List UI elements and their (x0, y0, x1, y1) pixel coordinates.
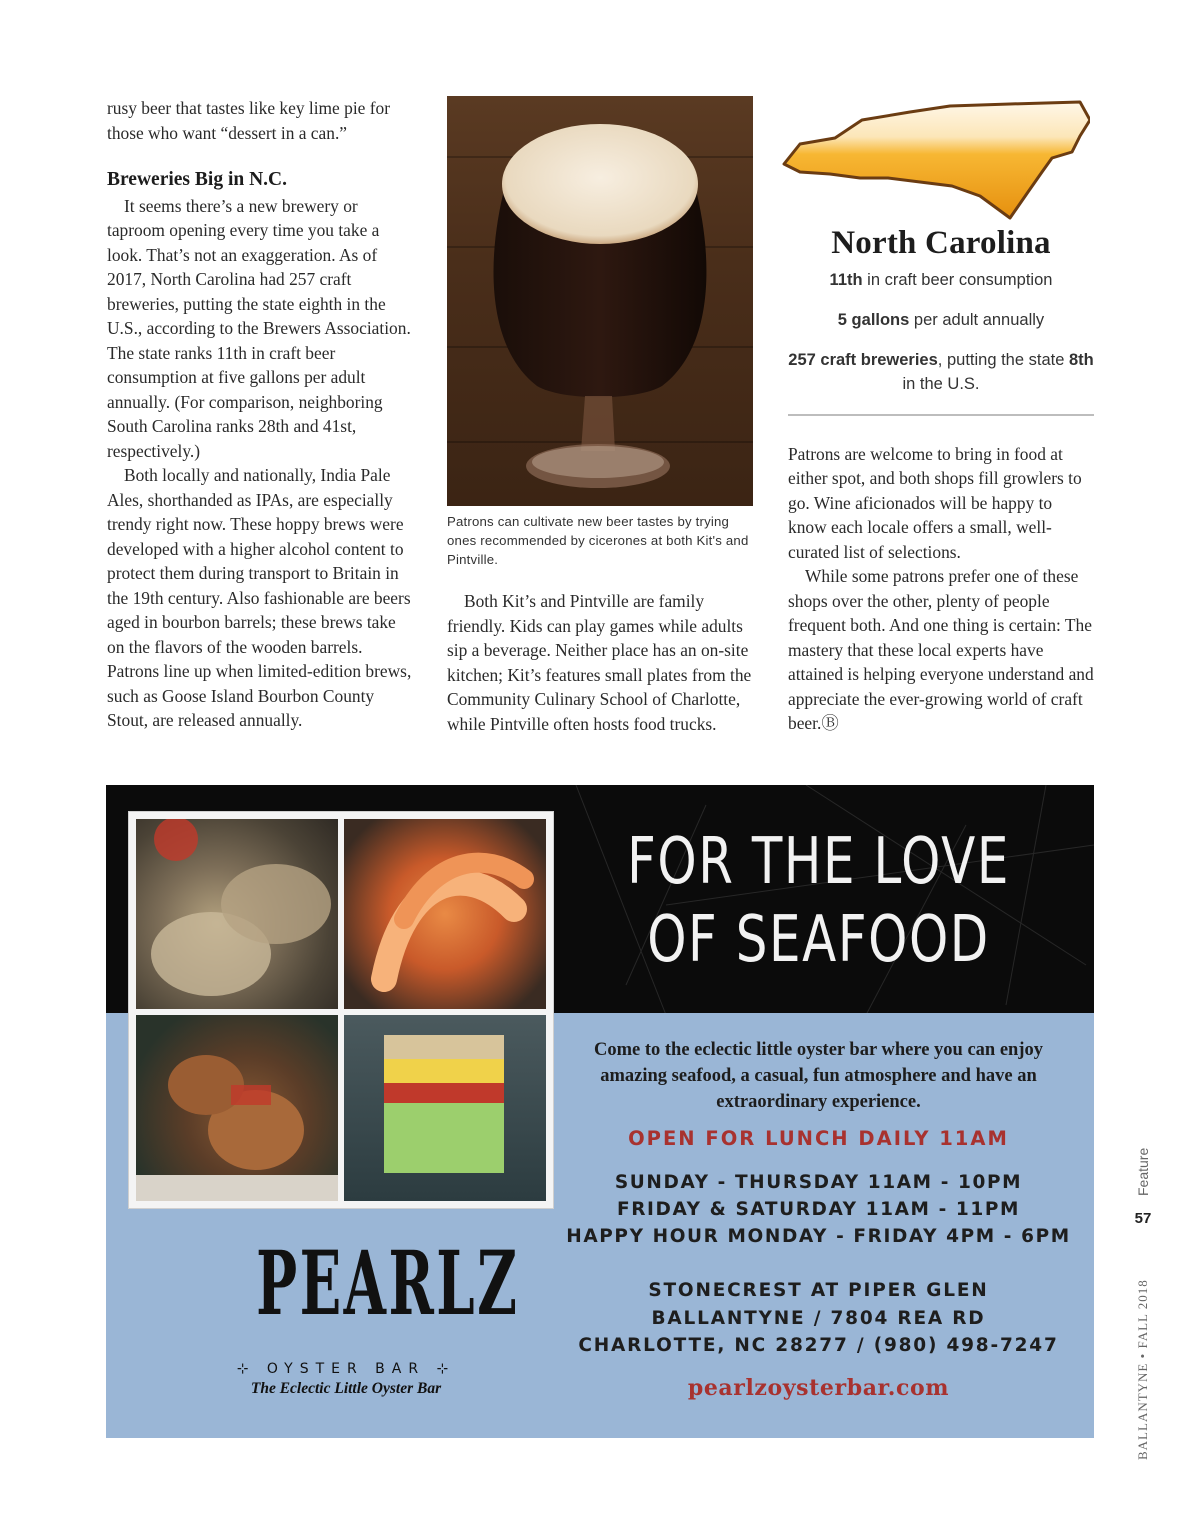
page-number: 57 (1134, 1210, 1152, 1227)
article-column-3 (788, 96, 1094, 736)
issue-date: FALL 2018 (1135, 1279, 1150, 1349)
north-carolina-beer-map-icon (780, 96, 1090, 231)
separator: • (1135, 1352, 1150, 1359)
stat-value: 257 craft breweries (788, 350, 938, 369)
hours-line: HAPPY HOUR MONDAY - FRIDAY 4PM - 6PM (566, 1226, 1071, 1247)
address-line: STONECREST AT PIPER GLEN (648, 1280, 989, 1301)
paragraph-text: While some patrons prefer one of these shops over the other, plenty of people frequent both. And one thing is certain: The mastery that these local experts have attained is helping everyone understand and appreciate the ever-growing world of craft beer. (788, 566, 1094, 733)
section-label-wrap (1135, 1130, 1155, 1210)
food-photo-grid (128, 811, 554, 1209)
stat-value: 11th (829, 270, 863, 289)
photo-caption: Patrons can cultivate new beer tastes by trying ones recommended by cicerones at both Kit's and Pintville. (447, 514, 749, 567)
logo-subtitle: ⊹ OYSTER BAR ⊹ (236, 1361, 456, 1377)
crab-cakes-photo (136, 1015, 338, 1201)
paragraph: It seems there’s a new brewery or taproom opening every time you take a look. That’s not an exaggeration. As of 2017, North Carolina had 257 craft breweries, putting the state eighth in the U.S., according to the Brewers Association. The state ranks 11th in craft beer consumption at five gallons per adult annually. (For comparison, neighboring South Carolina ranks 28th and 41st, respectively.) (107, 195, 411, 461)
logo-wordmark: PEARLZ (256, 1231, 520, 1335)
stat-value: 8th (1068, 350, 1094, 369)
nc-stats-box (788, 225, 1094, 396)
magazine-name: BALLANTYNE (1135, 1362, 1150, 1460)
logo-tagline: The Eclectic Little Oyster Bar (250, 1380, 442, 1397)
shrimp-photo (344, 819, 546, 1009)
stat-label: in craft beer consumption (862, 270, 1053, 289)
stacked-salad-photo (344, 1015, 546, 1201)
divider (788, 414, 1094, 416)
address-line: CHARLOTTE, NC 28277 / (980) 498-7247 (578, 1335, 1059, 1356)
article-column-1 (107, 96, 412, 733)
stat-consumption-rank (788, 268, 1094, 292)
stats-title: North Carolina (831, 225, 1051, 261)
article-column-2 (447, 96, 753, 736)
beer-glass-photo (447, 96, 753, 506)
paragraph: rusy beer that tastes like key lime pie for those who want “dessert in a can.” (107, 98, 390, 143)
stat-gallons (788, 308, 1094, 332)
address-block (566, 1277, 1071, 1360)
business-hours (566, 1169, 1071, 1250)
lunch-hours: OPEN FOR LUNCH DAILY 11AM (628, 1127, 1009, 1150)
oysters-photo (136, 819, 338, 1009)
tulip-glass-illustration (447, 96, 753, 506)
address-line: BALLANTYNE / 7804 REA RD (651, 1307, 986, 1329)
section-label: Feature (1135, 1147, 1151, 1196)
paragraph: Both locally and nationally, India Pale Ales, shorthanded as IPAs, are especially trendy right now. These hoppy brews were developed with a higher alcohol content to protect them during transport to Britain in the 19th century. Also fashionable are beers aged in bourbon barrels; these brews take on the flavors of the wooden barrels. Patrons line up when limited-edition brews, such as Goose Island Bourbon County Stout, are released annually. (107, 465, 412, 730)
stat-label: , putting the state (937, 350, 1069, 369)
stat-value: 5 gallons (837, 310, 910, 329)
stat-label: per adult annually (909, 310, 1045, 329)
paragraph: Patrons are welcome to bring in food at either spot, and both shops fill growlers to go. Wine aficionados will be happy to know each locale offers a small, well-curated list of selections. (788, 443, 1082, 562)
paragraph: Both Kit’s and Pintville are family friendly. Kids can play games while adults sip a beverage. Neither place has an on-site kitchen; Kit’s features small plates from the Community Culinary School of Charlotte, while Pintville often hosts food trucks. (447, 591, 752, 734)
end-mark-icon: Ⓑ (821, 713, 839, 733)
stat-breweries (788, 348, 1094, 396)
hours-line: FRIDAY & SATURDAY 11AM - 11PM (616, 1199, 1021, 1220)
ad-headline (622, 823, 1016, 979)
pearlz-logo (201, 1231, 520, 1398)
headline-line: FOR THE LOVE (627, 825, 1010, 899)
pearlz-advertisement (106, 785, 1094, 1438)
paragraph (788, 564, 1094, 736)
magazine-issue (1135, 1279, 1151, 1460)
headline-line: OF SEAFOOD (647, 903, 990, 977)
hours-line: SUNDAY - THURSDAY 11AM - 10PM (614, 1172, 1023, 1193)
ad-tagline: Come to the eclectic little oyster bar where you can enjoy amazing seafood, a casual, fun atmosphere and have an extraordinary experience. (593, 1040, 1043, 1112)
section-heading: Breweries Big in N.C. (107, 169, 287, 190)
website-link[interactable]: pearlzoysterbar.com (687, 1375, 950, 1401)
stat-label: in the U.S. (902, 374, 980, 393)
page-folio (1126, 1130, 1162, 1460)
